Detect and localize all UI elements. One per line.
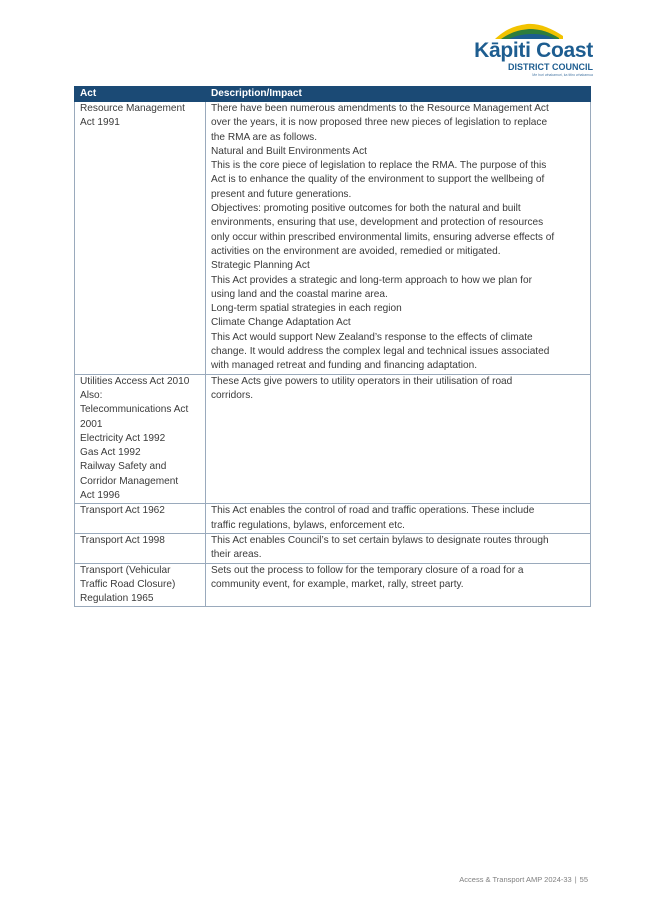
table-header-row xyxy=(75,87,591,102)
description-cell xyxy=(206,374,591,504)
column-header-act: Act xyxy=(75,87,206,102)
description-line: This is the core piece of legislation to replace the RMA. The purpose of this xyxy=(211,160,547,172)
description-cell xyxy=(206,102,591,375)
description-cell xyxy=(206,563,591,607)
act-cell xyxy=(75,374,206,504)
act-name-line: Resource Management xyxy=(80,103,185,114)
description-line: only occur within prescribed environmental limits, ensuring adverse effects of xyxy=(211,231,555,243)
act-cell xyxy=(75,102,206,375)
description-line: Long-term spatial strategies in each region xyxy=(211,303,402,315)
act-name-line: Telecommunications Act xyxy=(80,404,189,416)
table-row xyxy=(75,563,591,607)
description-line: environments, ensuring that use, development and protection of resources xyxy=(211,217,544,229)
table-row xyxy=(75,504,591,534)
description-line: corridors. xyxy=(211,389,254,401)
act-name-line: Electricity Act 1992 xyxy=(80,432,166,444)
description-line: their areas. xyxy=(211,549,262,561)
description-line: over the years, it is now proposed three new pieces of legislation to replace xyxy=(211,117,548,129)
act-name-line: Act 1996 xyxy=(80,490,120,502)
page-footer xyxy=(459,875,588,884)
description-line: This Act provides a strategic and long-term approach to how we plan for xyxy=(211,274,532,286)
act-name-line: Gas Act 1992 xyxy=(80,447,141,459)
description-line: This Act enables the control of road and traffic operations. These include xyxy=(211,505,535,517)
description-line: Objectives: promoting positive outcomes for both the natural and built xyxy=(211,203,521,215)
description-line: Climate Change Adaptation Act xyxy=(211,317,351,329)
act-name-line: Also: xyxy=(80,389,103,401)
column-header-description: Description/Impact xyxy=(206,87,591,102)
description-line: using land and the coastal marine area. xyxy=(211,288,388,300)
footer-separator: | xyxy=(574,875,577,884)
mountain-logo-icon xyxy=(493,22,565,40)
act-name-line: Utilities Access Act 2010 xyxy=(80,375,190,387)
description-line: Sets out the process to follow for the temporary closure of a road for a xyxy=(211,564,524,576)
act-name-line: Transport (Vehicular xyxy=(80,564,171,576)
description-line: Act is to enhance the quality of the environment to support the wellbeing of xyxy=(211,174,545,186)
table-row xyxy=(75,533,591,563)
council-logo xyxy=(465,22,595,80)
act-cell xyxy=(75,563,206,607)
description-line: This Act would support New Zealand’s response to the effects of climate xyxy=(211,331,533,343)
description-line: community event, for example, market, rally, street party. xyxy=(211,578,464,590)
logo-name: Kāpiti Coast xyxy=(474,39,593,62)
description-line: the RMA are as follows. xyxy=(211,131,318,143)
description-cell xyxy=(206,533,591,563)
table-body xyxy=(75,102,591,607)
legislation-table xyxy=(74,86,591,607)
description-line: present and future generations. xyxy=(211,188,352,200)
act-name-line: Regulation 1965 xyxy=(80,593,154,605)
description-line: There have been numerous amendments to the Resource Management Act xyxy=(211,103,549,114)
description-line: Natural and Built Environments Act xyxy=(211,145,367,157)
description-line: activities on the environment are avoided, remedied or mitigated. xyxy=(211,245,501,257)
description-line: traffic regulations, bylaws, enforcement etc. xyxy=(211,519,405,531)
logo-tagline: Me huri whakamuri, ka titiro whakamua xyxy=(532,73,593,77)
act-name-line: 2001 xyxy=(80,418,103,430)
act-cell xyxy=(75,533,206,563)
act-name-line: Railway Safety and xyxy=(80,461,167,473)
act-name-line: Corridor Management xyxy=(80,475,179,487)
act-name-line: Transport Act 1962 xyxy=(80,505,165,517)
logo-subtitle: DISTRICT COUNCIL xyxy=(508,62,593,72)
table-row xyxy=(75,102,591,375)
description-line: change. It would address the complex legal and technical issues associated xyxy=(211,346,550,358)
act-cell xyxy=(75,504,206,534)
description-line: This Act enables Council’s to set certain bylaws to designate routes through xyxy=(211,534,549,546)
description-line: Strategic Planning Act xyxy=(211,260,310,272)
act-name-line: Act 1991 xyxy=(80,117,120,129)
footer-document-title: Access & Transport AMP 2024-33 xyxy=(459,875,572,884)
description-cell xyxy=(206,504,591,534)
table-row xyxy=(75,374,591,504)
description-line: These Acts give powers to utility operators in their utilisation of road xyxy=(211,375,513,387)
description-line: with managed retreat and funding and financing adaptation. xyxy=(211,360,477,372)
act-name-line: Transport Act 1998 xyxy=(80,534,165,546)
page-number: 55 xyxy=(579,875,588,884)
act-name-line: Traffic Road Closure) xyxy=(80,578,176,590)
